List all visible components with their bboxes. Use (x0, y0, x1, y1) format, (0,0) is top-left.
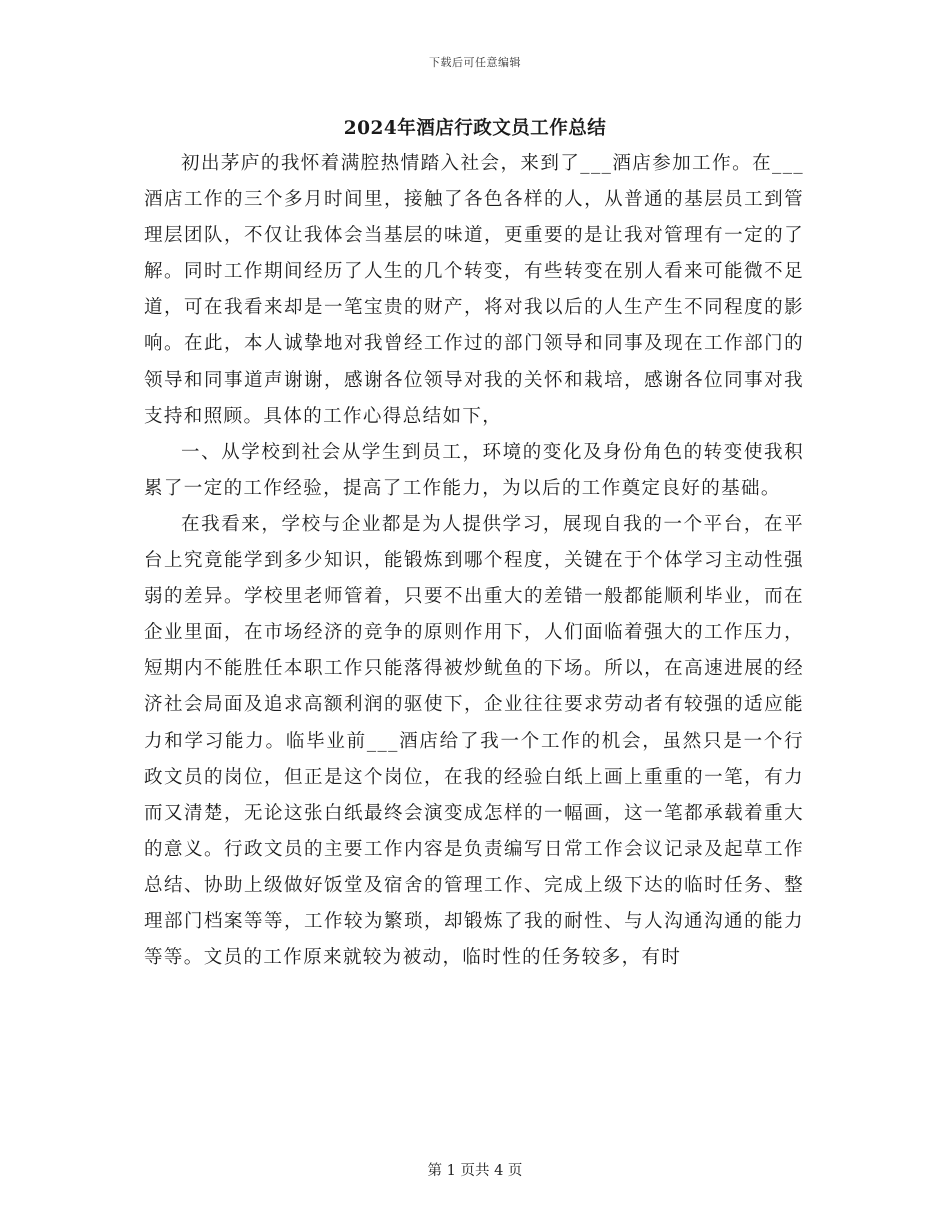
page-header-note: 下载后可任意编辑 (429, 56, 521, 69)
document-body (144, 146, 804, 976)
paragraph-intro: 初出茅庐的我怀着满腔热情踏入社会，来到了___酒店参加工作。在___酒店工作的三个多月时间里，接触了各色各样的人，从普通的基层员工到管理层团队，不仅让我体会当基层的味道，更重要的是让我对管理有一定的了解。同时工作期间经历了人生的几个转变，有些转变在别人看来可能微不足道，可在我看来却是一笔宝贵的财产，将对我以后的人生产生不同程度的影响。在此，本人诚挚地对我曾经工作过的部门领导和同事及现在工作部门的领导和同事道声谢谢，感谢各位领导对我的关怀和栽培，感谢各位同事对我支持和照顾。具体的工作心得总结如下， (144, 153, 804, 427)
page-number: 第 1 页共 4 页 (427, 1163, 523, 1179)
paragraph-school-vs-enterprise: 在我看来，学校与企业都是为人提供学习，展现自我的一个平台，在平台上究竟能学到多少知识，能锻炼到哪个程度，关键在于个体学习主动性强弱的差异。学校里老师管着，只要不出重大的差错一般都能顺利毕业，而在企业里面，在市场经济的竞争的原则作用下，人们面临着强大的工作压力，短期内不能胜任本职工作只能落得被炒鱿鱼的下场。所以，在高速进展的经济社会局面及追求高额利润的驱使下，企业往往要求劳动者有较强的适应能力和学习能力。临毕业前___酒店给了我一个工作的机会，虽然只是一个行政文员的岗位，但正是这个岗位，在我的经验白纸上画上重重的一笔，有力而又清楚，无论这张白纸最终会演变成怎样的一幅画，这一笔都承载着重大的意义。行政文员的主要工作内容是负责编写日常工作会议记录及起草工作总结、协助上级做好饭堂及宿舍的管理工作、完成上级下达的临时任务、整理部门档案等等，工作较为繁琐，却锻炼了我的耐性、与人沟通沟通的能力等等。文员的工作原来就较为被动，临时性的任务较多，有时 (144, 513, 804, 969)
document-title: 2024年酒店行政文员工作总结 (343, 118, 607, 139)
paragraph-section-one: 一、从学校到社会从学生到员工，环境的变化及身份角色的转变使我积累了一定的工作经验，提高了工作能力，为以后的工作奠定良好的基础。 (144, 441, 804, 499)
